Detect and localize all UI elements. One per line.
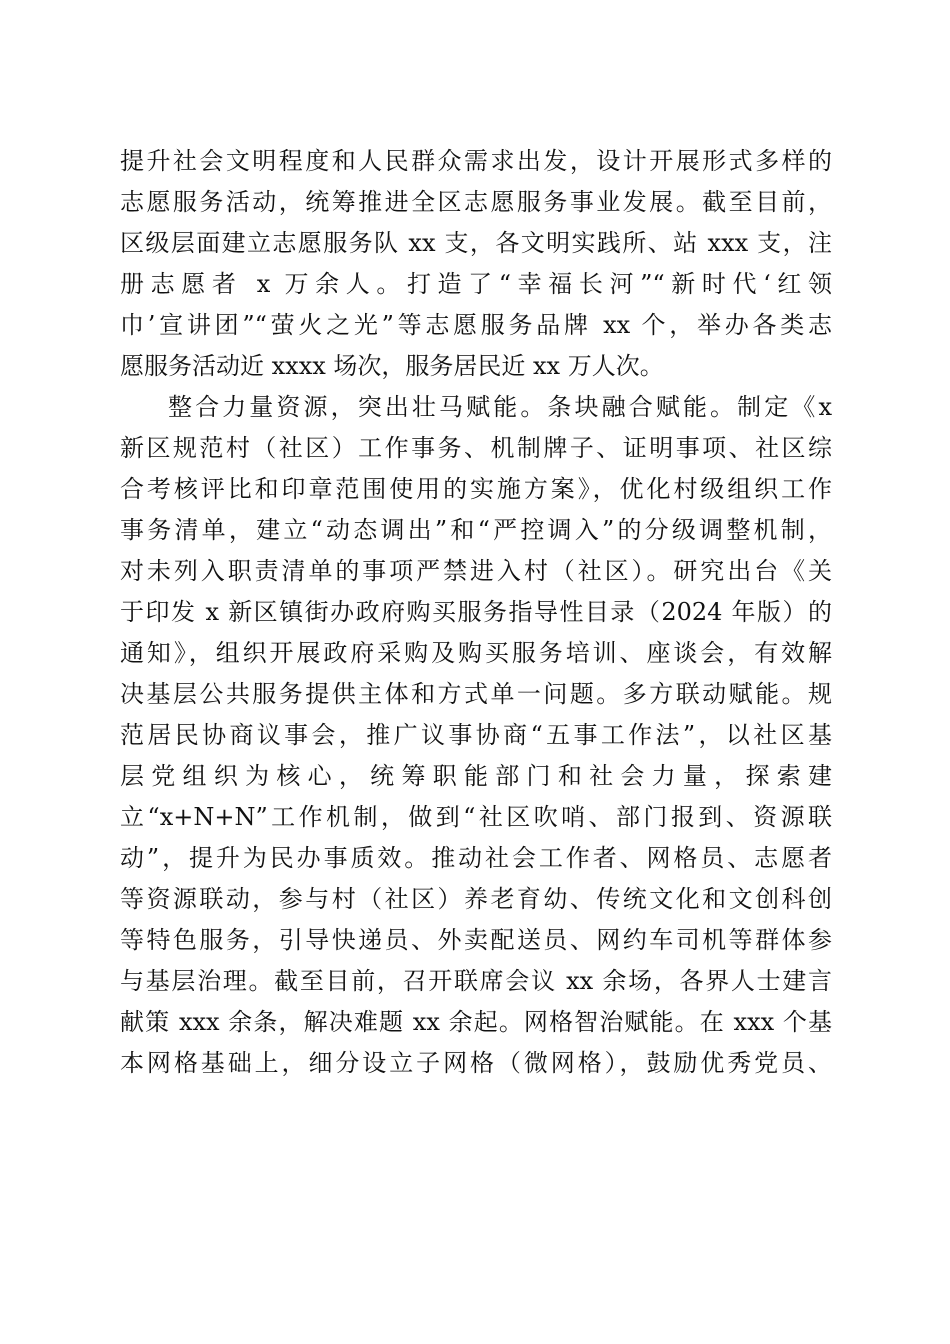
paragraph-line: 等资源联动，参与村（社区）养老育幼、传统文化和文创科创 <box>120 885 832 913</box>
paragraph-line: 对未列入职责清单的事项严禁进入村（社区）。研究出台《关 <box>120 557 832 585</box>
paragraph-line: 于印发 x 新区镇街办政府购买服务指导性目录（2024 年版）的 <box>120 598 832 626</box>
paragraph-line: 愿服务活动近 xxxx 场次，服务居民近 xx 万人次。 <box>120 352 664 380</box>
paragraph-line: 献策 xxx 余条，解决难题 xx 余起。网格智治赋能。在 xxx 个基 <box>120 1008 832 1036</box>
paragraph-line: 等特色服务，引导快递员、外卖配送员、网约车司机等群体参 <box>120 926 832 954</box>
paragraph-line: 提升社会文明程度和人民群众需求出发，设计开展形式多样的 <box>120 147 832 175</box>
paragraph-line: 合考核评比和印章范围使用的实施方案》，优化村级组织工作 <box>120 475 832 503</box>
paragraph-line: 本网格基础上，细分设立子网格（微网格），鼓励优秀党员、 <box>120 1049 832 1077</box>
paragraph-line: 册志愿者 x 万余人。打造了“幸福长河”“新时代‘红领 <box>120 270 832 298</box>
paragraph-2 <box>120 387 832 1084</box>
paragraph-line: 巾’宣讲团”“萤火之光”等志愿服务品牌 xx 个，举办各类志 <box>120 311 832 339</box>
paragraph-line: 整合力量资源，突出壮马赋能。条块融合赋能。制定《x <box>168 393 832 421</box>
paragraph-line: 决基层公共服务提供主体和方式单一问题。多方联动赋能。规 <box>120 680 832 708</box>
paragraph-line: 层党组织为核心，统筹职能部门和社会力量，探索建 <box>120 762 832 790</box>
paragraph-line: 立“x+N+N”工作机制，做到“社区吹哨、部门报到、资源联 <box>120 803 832 831</box>
paragraph-line: 志愿服务活动，统筹推进全区志愿服务事业发展。截至目前， <box>120 188 832 216</box>
paragraph-line: 新区规范村（社区）工作事务、机制牌子、证明事项、社区综 <box>120 434 832 462</box>
paragraph-line: 区级层面建立志愿服务队 xx 支，各文明实践所、站 xxx 支，注 <box>120 229 832 257</box>
paragraph-line: 与基层治理。截至目前，召开联席会议 xx 余场，各界人士建言 <box>120 967 832 995</box>
paragraph-1 <box>120 141 832 387</box>
paragraph-line: 事务清单，建立“动态调出”和“严控调入”的分级调整机制， <box>120 516 832 544</box>
paragraph-line: 通知》，组织开展政府采购及购买服务培训、座谈会，有效解 <box>120 639 832 667</box>
paragraph-line: 范居民协商议事会，推广议事协商“五事工作法”，以社区基 <box>120 721 832 749</box>
paragraph-line: 动”，提升为民办事质效。推动社会工作者、网格员、志愿者 <box>120 844 832 872</box>
